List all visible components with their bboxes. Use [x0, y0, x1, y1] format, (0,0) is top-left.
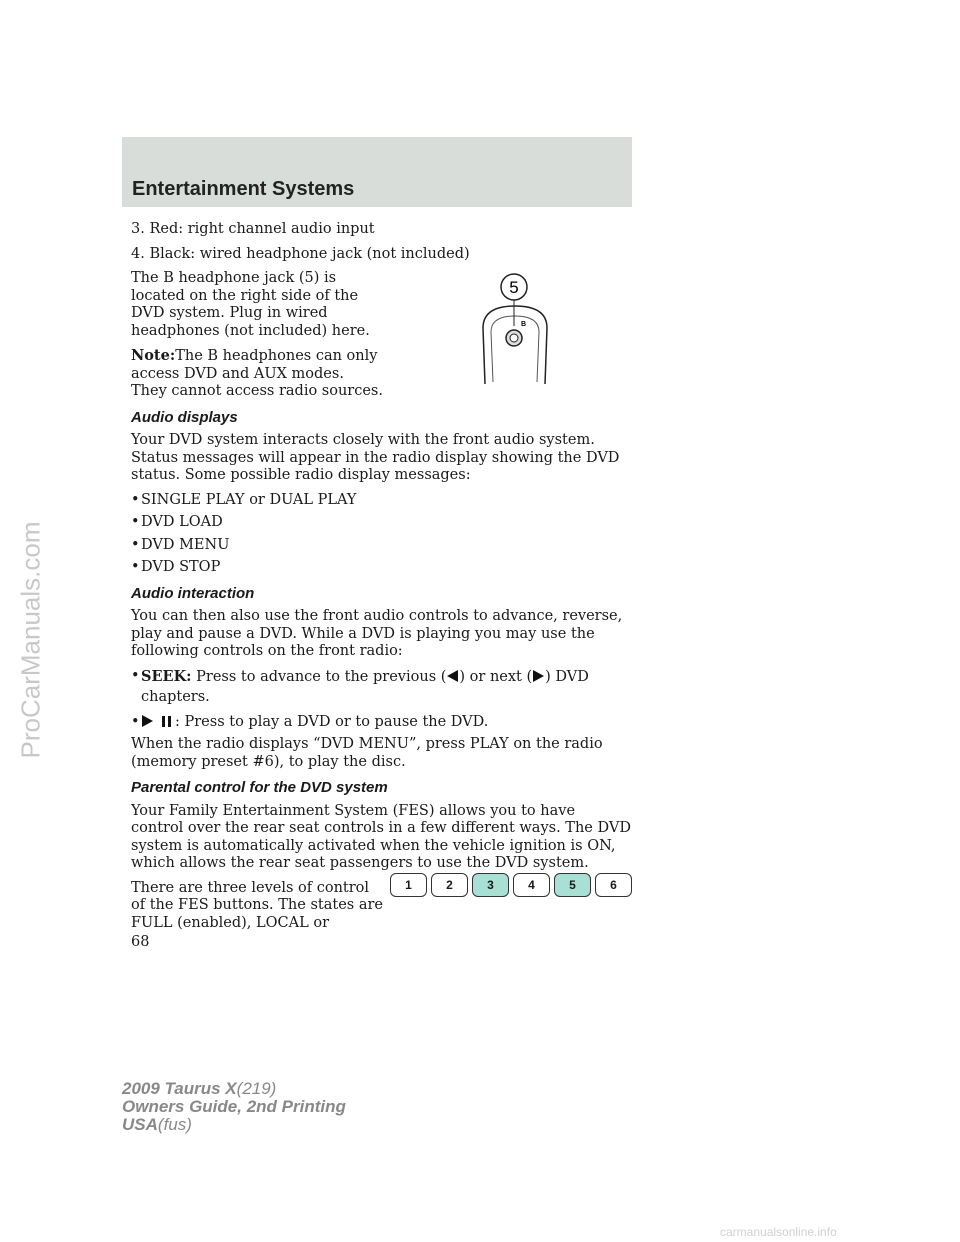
watermark: [6, 0, 56, 1242]
section-header: [122, 137, 632, 207]
display-message: DVD MENU: [141, 536, 230, 553]
footer: [122, 1080, 346, 1134]
note-label: Note:: [131, 347, 176, 364]
site-watermark: carmanualsonline.info: [720, 1225, 837, 1239]
headphone-paragraph: The B headphone jack (5) is located on the right side of the DVD system. Plug in wired headphones (not included) here.: [131, 270, 370, 339]
list-item: • DVD MENU: [131, 536, 230, 553]
audio-displays-heading: Audio displays: [131, 408, 238, 426]
footer-code: (219): [236, 1079, 277, 1098]
play-icon: [142, 715, 153, 727]
display-message: DVD STOP: [141, 559, 221, 575]
dvd-menu-paragraph: When the radio displays “DVD MENU”, press PLAY on the radio (memory preset #6), to play the disc.: [131, 736, 603, 770]
parental-control-paragraph: Your Family Entertainment System (FES) allows you to have control over the rear seat controls in a few different ways. The DVD system is automatically activated when the vehicle ignition is ON, which allows the rear seat passengers to use the DVD system.: [131, 802, 631, 871]
section-title: Entertainment Systems: [132, 178, 355, 200]
parental-control-heading: Parental control for the DVD system: [131, 779, 388, 796]
preset-button-5: 5: [554, 873, 591, 897]
play-pause-item: • : Press to play a DVD or to pause the DVD.: [131, 713, 489, 730]
watermark-text: ProCarManuals.com: [15, 521, 46, 759]
footer-market: USA: [122, 1115, 158, 1134]
headphone-jack-figure: [479, 270, 551, 390]
preset-button-3: 3: [472, 873, 509, 897]
list-item: • DVD LOAD: [131, 514, 223, 530]
preset-button-4: 4: [513, 873, 550, 897]
seek-text: Press to advance to the previous (: [196, 668, 447, 685]
preset-button-2: 2: [431, 873, 468, 897]
seek-text: ) DVD: [545, 668, 589, 685]
footer-edition: Owners Guide, 2nd Printing: [122, 1097, 346, 1116]
footer-model: 2009 Taurus X: [122, 1079, 237, 1098]
seek-continuation: chapters.: [141, 689, 210, 705]
list-item: • SINGLE PLAY or DUAL PLAY: [131, 491, 357, 508]
page-number: 68: [131, 934, 150, 950]
audio-interaction-heading: Audio interaction: [131, 584, 255, 602]
audio-displays-paragraph: Your DVD system interacts closely with the front audio system. Status messages will appear in the radio display showing the DVD status. Some possible radio display messages:: [131, 432, 620, 483]
display-message: SINGLE PLAY or DUAL PLAY: [141, 491, 357, 508]
footer-market-code: (fus): [157, 1115, 192, 1134]
page-body: [131, 221, 631, 939]
levels-paragraph: There are three levels of control of the FES buttons. The states are FULL (enabled), LOCAL or: [131, 879, 383, 931]
preset-button-1: 1: [390, 873, 427, 897]
seek-label: SEEK:: [141, 667, 192, 685]
play-text: : Press to play a DVD or to pause the DVD.: [175, 713, 489, 730]
note-text: The B headphones can only access DVD and AUX modes. They cannot access radio sources.: [131, 348, 383, 399]
jack-label: B: [521, 321, 527, 328]
previous-icon: [447, 670, 458, 682]
list-item-3: 3. Red: right channel audio input: [131, 221, 375, 237]
list-item: • DVD STOP: [131, 559, 221, 575]
list-item-4: 4. Black: wired headphone jack (not included): [131, 245, 470, 262]
next-icon: [533, 670, 544, 682]
preset-button-6: 6: [595, 873, 632, 897]
seek-text: ) or next (: [459, 668, 533, 685]
audio-interaction-paragraph: You can then also use the front audio controls to advance, reverse, play and pause a DVD. While a DVD is playing you may use the following controls on the front radio:: [131, 608, 623, 659]
preset-buttons-figure: [390, 873, 632, 897]
pause-icon: [162, 716, 171, 727]
seek-item: • SEEK: Press to advance to the previous ( ) or next ( ) DVD: [131, 667, 589, 685]
display-message: DVD LOAD: [141, 514, 223, 530]
note-paragraph: [131, 347, 383, 401]
callout-5: 5: [509, 278, 519, 297]
